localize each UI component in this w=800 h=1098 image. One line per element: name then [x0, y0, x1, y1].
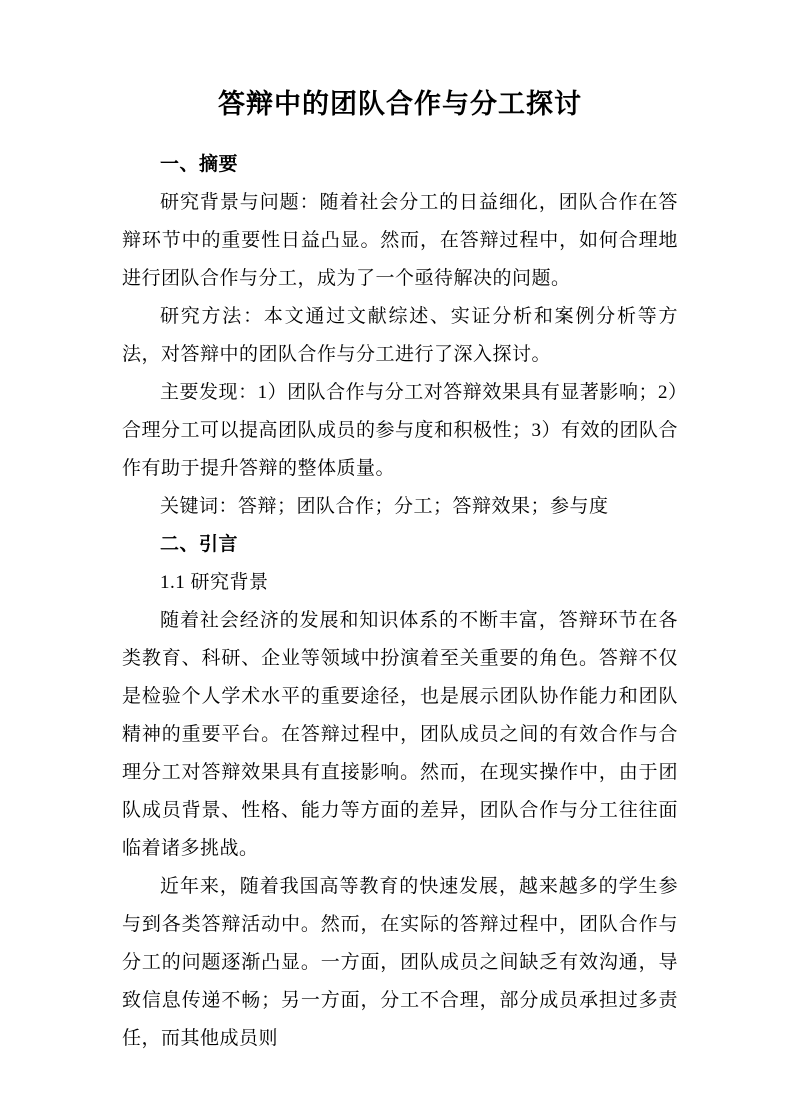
subsection-heading-research-background: 1.1 研究背景 [160, 572, 269, 593]
paragraph-methods: 研究方法：本文通过文献综述、实证分析和案例分析等方法，对答辩中的团队合作与分工进行了深入探讨。 [122, 306, 678, 365]
paragraph-intro-1: 随着社会经济的发展和知识体系的不断丰富，答辩环节在各类教育、科研、企业等领域中扮演着至关重要的角色。答辩不仅是检验个人学术水平的重要途径，也是展示团队协作能力和团队精神的重要平台。在答辩过程中，团队成员之间的有效合作与合理分工对答辩效果具有直接影响。然而，在现实操作中，由于团队成员背景、性格、能力等方面的差异，团队合作与分工往往面临着诸多挑战。 [122, 610, 678, 859]
paragraph-keywords: 关键词：答辩；团队合作；分工；答辩效果；参与度 [160, 496, 609, 517]
paragraph-findings: 主要发现：1）团队合作与分工对答辩效果具有显著影响；2）合理分工可以提高团队成员的参与度和积极性；3）有效的团队合作有助于提升答辩的整体质量。 [122, 382, 679, 479]
paragraph-intro-2: 近年来，随着我国高等教育的快速发展，越来越多的学生参与到各类答辩活动中。然而，在实际的答辩过程中，团队合作与分工的问题逐渐凸显。一方面，团队成员之间缺乏有效沟通，导致信息传递不畅；另一方面，分工不合理，部分成员承担过多责任，而其他成员则 [122, 876, 678, 1049]
section-heading-abstract: 一、摘要 [160, 154, 239, 175]
section-heading-introduction: 二、引言 [160, 534, 239, 555]
document-title: 答辩中的团队合作与分工探讨 [218, 89, 582, 119]
paragraph-background-problem: 研究背景与问题：随着社会分工的日益细化，团队合作在答辩环节中的重要性日益凸显。然而，在答辩过程中，如何合理地进行团队合作与分工，成为了一个亟待解决的问题。 [122, 192, 678, 289]
